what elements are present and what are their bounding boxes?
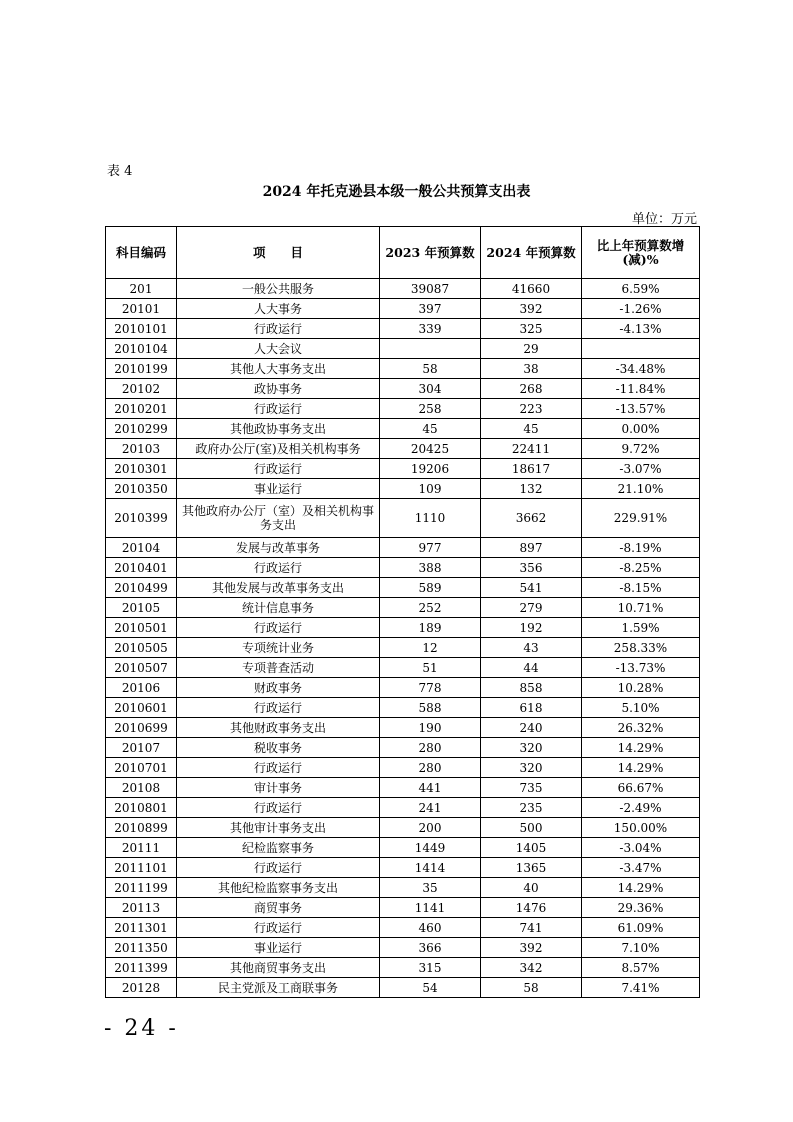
- budget-table: [105, 226, 700, 998]
- budget-2024: 735: [481, 778, 582, 798]
- budget-2024: 268: [481, 379, 582, 399]
- item-name: 行政运行: [177, 698, 380, 718]
- table-row: [106, 758, 700, 778]
- item-name: 行政运行: [177, 798, 380, 818]
- change-percent: 14.29%: [582, 738, 700, 758]
- subject-code: 20128: [106, 978, 177, 998]
- item-name: 一般公共服务: [177, 279, 380, 299]
- table-row: [106, 918, 700, 938]
- budget-2023: 241: [380, 798, 481, 818]
- budget-2024: 342: [481, 958, 582, 978]
- budget-2024: 38: [481, 359, 582, 379]
- budget-2023: 35: [380, 878, 481, 898]
- item-name: 其他纪检监察事务支出: [177, 878, 380, 898]
- change-percent: -4.13%: [582, 319, 700, 339]
- budget-2024: 1405: [481, 838, 582, 858]
- change-percent: 14.29%: [582, 878, 700, 898]
- budget-2023: 397: [380, 299, 481, 319]
- change-percent: 5.10%: [582, 698, 700, 718]
- budget-2023: 252: [380, 598, 481, 618]
- document-title: 2024 年托克逊县本级一般公共预算支出表: [262, 184, 531, 200]
- budget-2023: 200: [380, 818, 481, 838]
- change-percent: 8.57%: [582, 958, 700, 978]
- budget-2023: 19206: [380, 459, 481, 479]
- item-name: 人大事务: [177, 299, 380, 319]
- budget-2024: 500: [481, 818, 582, 838]
- table-row: [106, 798, 700, 818]
- table-row: [106, 339, 700, 359]
- budget-2023: 460: [380, 918, 481, 938]
- table-row: [106, 938, 700, 958]
- budget-2024: 223: [481, 399, 582, 419]
- budget-2023: 315: [380, 958, 481, 978]
- budget-2024: 541: [481, 578, 582, 598]
- subject-code: 20101: [106, 299, 177, 319]
- item-name: 行政运行: [177, 618, 380, 638]
- subject-code: 2010801: [106, 798, 177, 818]
- table-header-row: [106, 227, 700, 279]
- budget-2023: 189: [380, 618, 481, 638]
- header-change: 比上年预算数增(减)%: [582, 227, 700, 279]
- subject-code: 2011301: [106, 918, 177, 938]
- budget-2023: 20425: [380, 439, 481, 459]
- item-name: 财政事务: [177, 678, 380, 698]
- change-percent: 66.67%: [582, 778, 700, 798]
- item-name: 专项统计业务: [177, 638, 380, 658]
- item-name: 其他商贸事务支出: [177, 958, 380, 978]
- table-row: [106, 419, 700, 439]
- header-item: 项 目: [177, 227, 380, 279]
- table-row: [106, 279, 700, 299]
- change-percent: 7.41%: [582, 978, 700, 998]
- item-name: 发展与改革事务: [177, 538, 380, 558]
- budget-2023: 280: [380, 738, 481, 758]
- budget-2023: 778: [380, 678, 481, 698]
- item-name: 行政运行: [177, 459, 380, 479]
- subject-code: 20108: [106, 778, 177, 798]
- item-name: 商贸事务: [177, 898, 380, 918]
- subject-code: 2010601: [106, 698, 177, 718]
- item-name: 其他发展与改革事务支出: [177, 578, 380, 598]
- budget-2023: 589: [380, 578, 481, 598]
- unit-note: 单位：万元: [631, 212, 697, 227]
- budget-2024: 58: [481, 978, 582, 998]
- change-percent: 6.59%: [582, 279, 700, 299]
- item-name: 民主党派及工商联事务: [177, 978, 380, 998]
- item-name: 行政运行: [177, 399, 380, 419]
- change-percent: 10.28%: [582, 678, 700, 698]
- budget-2024: 897: [481, 538, 582, 558]
- subject-code: 2010701: [106, 758, 177, 778]
- change-percent: -8.19%: [582, 538, 700, 558]
- subject-code: 2010199: [106, 359, 177, 379]
- item-name: 政协事务: [177, 379, 380, 399]
- item-name: 事业运行: [177, 938, 380, 958]
- table-row: [106, 858, 700, 878]
- budget-2023: 45: [380, 419, 481, 439]
- budget-2023: 588: [380, 698, 481, 718]
- table-row: [106, 838, 700, 858]
- budget-2024: 356: [481, 558, 582, 578]
- subject-code: 20104: [106, 538, 177, 558]
- table-row: [106, 778, 700, 798]
- subject-code: 2010399: [106, 499, 177, 538]
- subject-code: 2010299: [106, 419, 177, 439]
- table-row: [106, 578, 700, 598]
- budget-2024: 44: [481, 658, 582, 678]
- subject-code: 20103: [106, 439, 177, 459]
- change-percent: 7.10%: [582, 938, 700, 958]
- budget-2023: 388: [380, 558, 481, 578]
- subject-code: 201: [106, 279, 177, 299]
- budget-2023: 109: [380, 479, 481, 499]
- budget-2024: 1365: [481, 858, 582, 878]
- item-name: 人大会议: [177, 339, 380, 359]
- table-row: [106, 359, 700, 379]
- table-row: [106, 878, 700, 898]
- item-name: 其他审计事务支出: [177, 818, 380, 838]
- budget-2023: 258: [380, 399, 481, 419]
- subject-code: 20111: [106, 838, 177, 858]
- item-name: 统计信息事务: [177, 598, 380, 618]
- budget-2024: 320: [481, 738, 582, 758]
- budget-2024: 741: [481, 918, 582, 938]
- budget-2023: 58: [380, 359, 481, 379]
- table-row: [106, 379, 700, 399]
- budget-2023: [380, 339, 481, 359]
- item-name: 事业运行: [177, 479, 380, 499]
- table-row: [106, 638, 700, 658]
- budget-2023: 51: [380, 658, 481, 678]
- item-name: 行政运行: [177, 558, 380, 578]
- change-percent: 0.00%: [582, 419, 700, 439]
- subject-code: 20106: [106, 678, 177, 698]
- change-percent: 1.59%: [582, 618, 700, 638]
- change-percent: -1.26%: [582, 299, 700, 319]
- change-percent: -3.47%: [582, 858, 700, 878]
- budget-2023: 1414: [380, 858, 481, 878]
- header-code: 科目编码: [106, 227, 177, 279]
- subject-code: 2010201: [106, 399, 177, 419]
- budget-2024: 325: [481, 319, 582, 339]
- item-name: 行政运行: [177, 758, 380, 778]
- budget-2023: 54: [380, 978, 481, 998]
- table-row: [106, 499, 700, 538]
- budget-2023: 12: [380, 638, 481, 658]
- budget-2024: 235: [481, 798, 582, 818]
- change-percent: -13.73%: [582, 658, 700, 678]
- change-percent: -2.49%: [582, 798, 700, 818]
- table-row: [106, 698, 700, 718]
- change-percent: 9.72%: [582, 439, 700, 459]
- budget-2023: 304: [380, 379, 481, 399]
- change-percent: 29.36%: [582, 898, 700, 918]
- budget-2024: 320: [481, 758, 582, 778]
- budget-2023: 190: [380, 718, 481, 738]
- budget-2023: 1110: [380, 499, 481, 538]
- table-row: [106, 459, 700, 479]
- subject-code: 2010501: [106, 618, 177, 638]
- change-percent: 258.33%: [582, 638, 700, 658]
- change-percent: 21.10%: [582, 479, 700, 499]
- subject-code: 2011101: [106, 858, 177, 878]
- change-percent: -8.25%: [582, 558, 700, 578]
- change-percent: -13.57%: [582, 399, 700, 419]
- change-percent: 26.32%: [582, 718, 700, 738]
- page-number: - 24 -: [104, 1016, 179, 1041]
- table-row: [106, 678, 700, 698]
- change-percent: -3.07%: [582, 459, 700, 479]
- budget-2024: 618: [481, 698, 582, 718]
- change-percent: -34.48%: [582, 359, 700, 379]
- change-percent: 10.71%: [582, 598, 700, 618]
- budget-2024: 240: [481, 718, 582, 738]
- table-row: [106, 658, 700, 678]
- budget-2023: 280: [380, 758, 481, 778]
- budget-2024: 1476: [481, 898, 582, 918]
- budget-2024: 43: [481, 638, 582, 658]
- budget-2024: 41660: [481, 279, 582, 299]
- table-row: [106, 898, 700, 918]
- table-row: [106, 598, 700, 618]
- change-percent: 229.91%: [582, 499, 700, 538]
- table-row: [106, 818, 700, 838]
- item-name: 行政运行: [177, 918, 380, 938]
- item-name: 其他政府办公厅（室）及相关机构事务支出: [177, 499, 380, 538]
- budget-2023: 339: [380, 319, 481, 339]
- table-row: [106, 299, 700, 319]
- budget-2023: 1141: [380, 898, 481, 918]
- change-percent: 150.00%: [582, 818, 700, 838]
- header-2024: 2024 年预算数: [481, 227, 582, 279]
- table-row: [106, 319, 700, 339]
- table-row: [106, 718, 700, 738]
- budget-2023: 977: [380, 538, 481, 558]
- budget-2023: 1449: [380, 838, 481, 858]
- subject-code: 2010401: [106, 558, 177, 578]
- subject-code: 2010301: [106, 459, 177, 479]
- subject-code: 20105: [106, 598, 177, 618]
- budget-2024: 132: [481, 479, 582, 499]
- change-percent: -8.15%: [582, 578, 700, 598]
- item-name: 纪检监察事务: [177, 838, 380, 858]
- subject-code: 2010507: [106, 658, 177, 678]
- change-percent: [582, 339, 700, 359]
- subject-code: 2010699: [106, 718, 177, 738]
- table-row: [106, 479, 700, 499]
- change-percent: 14.29%: [582, 758, 700, 778]
- header-2023: 2023 年预算数: [380, 227, 481, 279]
- change-percent: -11.84%: [582, 379, 700, 399]
- subject-code: 20113: [106, 898, 177, 918]
- item-name: 行政运行: [177, 858, 380, 878]
- item-name: 行政运行: [177, 319, 380, 339]
- budget-2024: 279: [481, 598, 582, 618]
- subject-code: 2010104: [106, 339, 177, 359]
- change-percent: -3.04%: [582, 838, 700, 858]
- budget-2023: 366: [380, 938, 481, 958]
- table-row: [106, 538, 700, 558]
- item-name: 审计事务: [177, 778, 380, 798]
- subject-code: 2011350: [106, 938, 177, 958]
- budget-2024: 3662: [481, 499, 582, 538]
- subject-code: 2011399: [106, 958, 177, 978]
- budget-2024: 192: [481, 618, 582, 638]
- budget-2024: 392: [481, 938, 582, 958]
- item-name: 其他人大事务支出: [177, 359, 380, 379]
- subject-code: 2010505: [106, 638, 177, 658]
- subject-code: 2011199: [106, 878, 177, 898]
- budget-2023: 441: [380, 778, 481, 798]
- budget-2024: 392: [481, 299, 582, 319]
- item-name: 其他政协事务支出: [177, 419, 380, 439]
- table-label: 表 4: [107, 164, 133, 179]
- item-name: 其他财政事务支出: [177, 718, 380, 738]
- budget-2023: 39087: [380, 279, 481, 299]
- budget-2024: 858: [481, 678, 582, 698]
- subject-code: 20102: [106, 379, 177, 399]
- table-body: [106, 279, 700, 998]
- table-row: [106, 618, 700, 638]
- table-row: [106, 738, 700, 758]
- change-percent: 61.09%: [582, 918, 700, 938]
- subject-code: 2010899: [106, 818, 177, 838]
- table-row: [106, 558, 700, 578]
- table-row: [106, 978, 700, 998]
- budget-2024: 45: [481, 419, 582, 439]
- budget-2024: 40: [481, 878, 582, 898]
- budget-2024: 18617: [481, 459, 582, 479]
- table-row: [106, 399, 700, 419]
- subject-code: 20107: [106, 738, 177, 758]
- subject-code: 2010350: [106, 479, 177, 499]
- subject-code: 2010101: [106, 319, 177, 339]
- budget-2024: 22411: [481, 439, 582, 459]
- table-row: [106, 958, 700, 978]
- item-name: 税收事务: [177, 738, 380, 758]
- table-row: [106, 439, 700, 459]
- budget-2024: 29: [481, 339, 582, 359]
- item-name: 政府办公厅(室)及相关机构事务: [177, 439, 380, 459]
- item-name: 专项普查活动: [177, 658, 380, 678]
- subject-code: 2010499: [106, 578, 177, 598]
